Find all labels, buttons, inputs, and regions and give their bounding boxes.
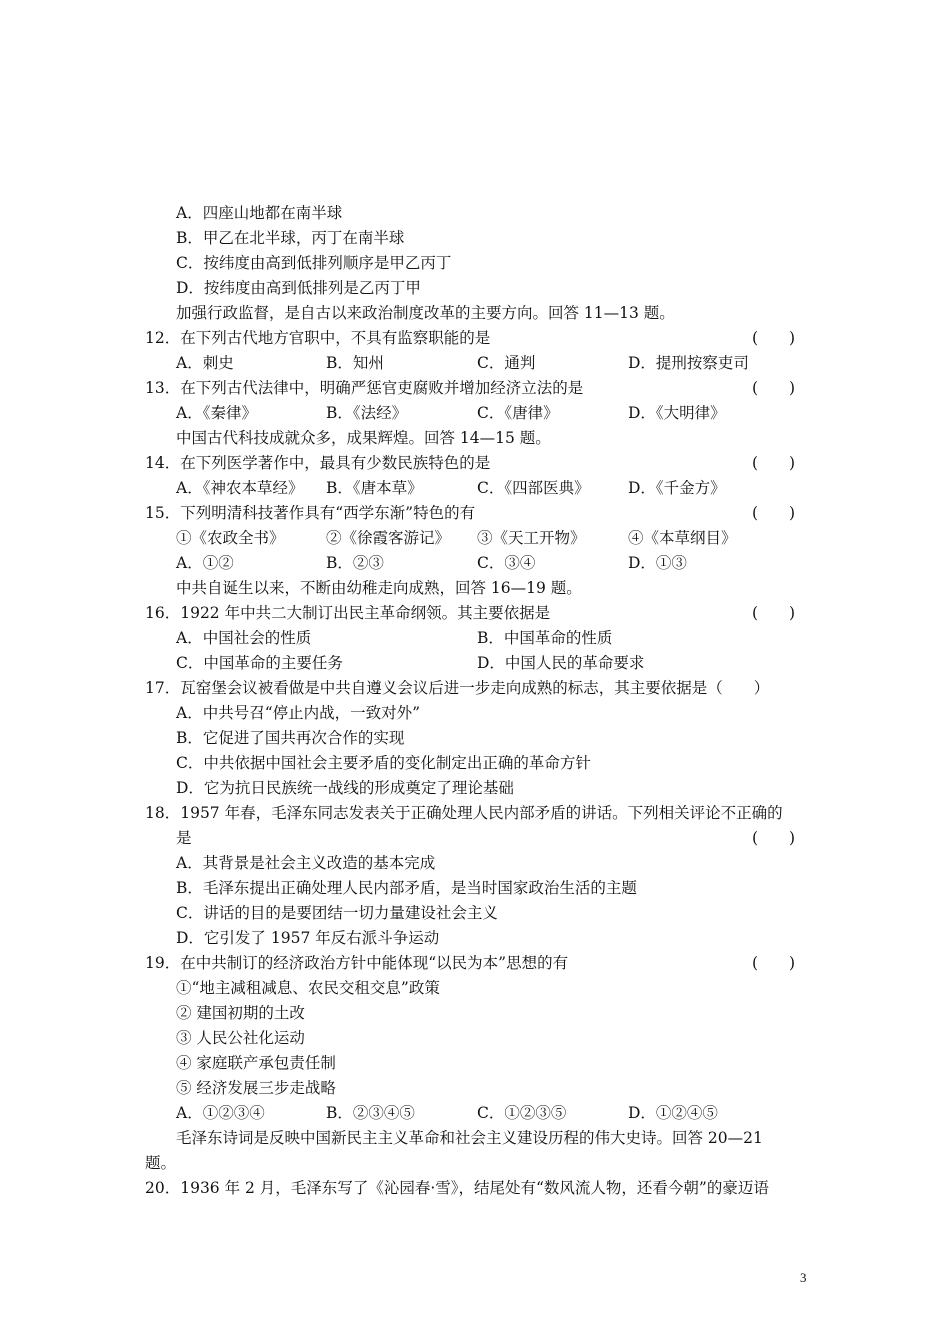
q19-option-a: A．①②③④ (176, 1104, 265, 1122)
intro-11-13: 加强行政监督，是自古以来政治制度改革的主要方向。回答 11—13 题。 (176, 304, 675, 322)
q11-option-d: D．按纬度由高到低排列是乙丙丁甲 (176, 279, 421, 297)
q16-stem: 16．1922 年中共二大制订出民主革命纲领。其主要依据是 (145, 604, 551, 622)
q14-option-a: A．《神农本草经》 (176, 479, 304, 497)
q14-stem: 14．在下列医学著作中，最具有少数民族特色的是 (145, 454, 491, 472)
q18-option-d: D．它引发了 1957 年反右派斗争运动 (176, 929, 440, 947)
q18-stem-line-1: 18．1957 年春，毛泽东同志发表关于正确处理人民内部矛盾的讲话。下列相关评论不正确的 (145, 804, 783, 822)
q11-option-b: B．甲乙在北半球，丙丁在南半球 (176, 229, 405, 247)
q12-answer-blank: ( ) (752, 329, 796, 347)
q14-option-d: D．《千金方》 (628, 479, 726, 497)
q16-option-a: A．中国社会的性质 (176, 629, 312, 647)
q18-option-b: B．毛泽东提出正确处理人民内部矛盾，是当时国家政治生活的主题 (176, 879, 637, 897)
q19-item-2: ② 建国初期的土改 (176, 1004, 305, 1022)
intro-20-21-line-2: 题。 (145, 1154, 177, 1172)
q14-option-b: B．《唐本草》 (326, 479, 423, 497)
q14-option-c: C．《四部医典》 (477, 479, 590, 497)
q15-item-1: ①《农政全书》 (176, 529, 285, 547)
q18-answer-blank: ( ) (752, 829, 796, 847)
q13-answer-blank: ( ) (752, 379, 796, 397)
q19-option-d: D．①②④⑤ (628, 1104, 718, 1122)
q15-item-3: ③《天工开物》 (477, 529, 586, 547)
page-number: 3 (800, 1270, 807, 1285)
q15-stem: 15．下列明清科技著作具有“西学东渐”特色的有 (145, 504, 476, 522)
q16-answer-blank: ( ) (752, 604, 796, 622)
q16-option-b: B．中国革命的性质 (477, 629, 613, 647)
q15-option-b: B．②③ (326, 554, 384, 572)
q12-stem: 12．在下列古代地方官职中，不具有监察职能的是 (145, 329, 491, 347)
q11-option-c: C．按纬度由高到低排列顺序是甲乙丙丁 (176, 254, 452, 272)
q19-stem: 19．在中共制订的经济政治方针中能体现“以民为本”思想的有 (145, 954, 569, 972)
q11-option-a: A．四座山地都在南半球 (176, 204, 343, 222)
q15-option-d: D．①③ (628, 554, 687, 572)
q18-stem-line-2: 是 (176, 829, 192, 847)
q19-item-1: ①“地主减租减息、农民交租交息”政策 (176, 979, 440, 997)
q16-option-d: D．中国人民的革命要求 (477, 654, 645, 672)
q15-option-c: C．③④ (477, 554, 536, 572)
q18-option-c: C．讲话的目的是要团结一切力量建设社会主义 (176, 904, 498, 922)
q15-item-2: ②《徐霞客游记》 (326, 529, 451, 547)
q17-option-c: C．中共依据中国社会主要矛盾的变化制定出正确的革命方针 (176, 754, 591, 772)
q19-answer-blank: ( ) (752, 954, 796, 972)
q15-option-a: A．①② (176, 554, 234, 572)
q17-option-b: B．它促进了国共再次合作的实现 (176, 729, 405, 747)
q19-item-3: ③ 人民公社化运动 (176, 1029, 305, 1047)
q17-stem: 17．瓦窑堡会议被看做是中共自遵义会议后进一步走向成熟的标志，其主要依据是（ ） (145, 679, 770, 697)
q13-option-d: D．《大明律》 (628, 404, 726, 422)
intro-14-15: 中国古代科技成就众多，成果辉煌。回答 14—15 题。 (176, 429, 551, 447)
q17-option-d: D．它为抗日民族统一战线的形成奠定了理论基础 (176, 779, 514, 797)
q19-item-5: ⑤ 经济发展三步走战略 (176, 1079, 336, 1097)
q19-option-c: C．①②③⑤ (477, 1104, 567, 1122)
q12-option-a: A．刺史 (176, 354, 234, 372)
q18-option-a: A．其背景是社会主义改造的基本完成 (176, 854, 436, 872)
q15-item-4: ④《本草纲目》 (628, 529, 737, 547)
q12-option-b: B．知州 (326, 354, 384, 372)
q13-option-b: B．《法经》 (326, 404, 408, 422)
q13-option-c: C．《唐律》 (477, 404, 559, 422)
q17-option-a: A．中共号召“停止内战，一致对外” (176, 704, 421, 722)
intro-20-21-line-1: 毛泽东诗词是反映中国新民主主义革命和社会主义建设历程的伟大史诗。回答 20—21 (176, 1129, 763, 1147)
q15-answer-blank: ( ) (752, 504, 796, 522)
q13-stem: 13．在下列古代法律中，明确严惩官吏腐败并增加经济立法的是 (145, 379, 584, 397)
q12-option-c: C．通判 (477, 354, 536, 372)
q16-option-c: C．中国革命的主要任务 (176, 654, 343, 672)
q20-stem: 20．1936 年 2 月，毛泽东写了《沁园春·雪》，结尾处有“数风流人物，还看今朝”的豪迈语 (145, 1179, 769, 1197)
q19-option-b: B．②③④⑤ (326, 1104, 415, 1122)
q13-option-a: A．《秦律》 (176, 404, 257, 422)
q14-answer-blank: ( ) (752, 454, 796, 472)
intro-16-19: 中共自诞生以来，不断由幼稚走向成熟，回答 16—19 题。 (176, 579, 582, 597)
q12-option-d: D．提刑按察吏司 (628, 354, 749, 372)
q19-item-4: ④ 家庭联产承包责任制 (176, 1054, 336, 1072)
